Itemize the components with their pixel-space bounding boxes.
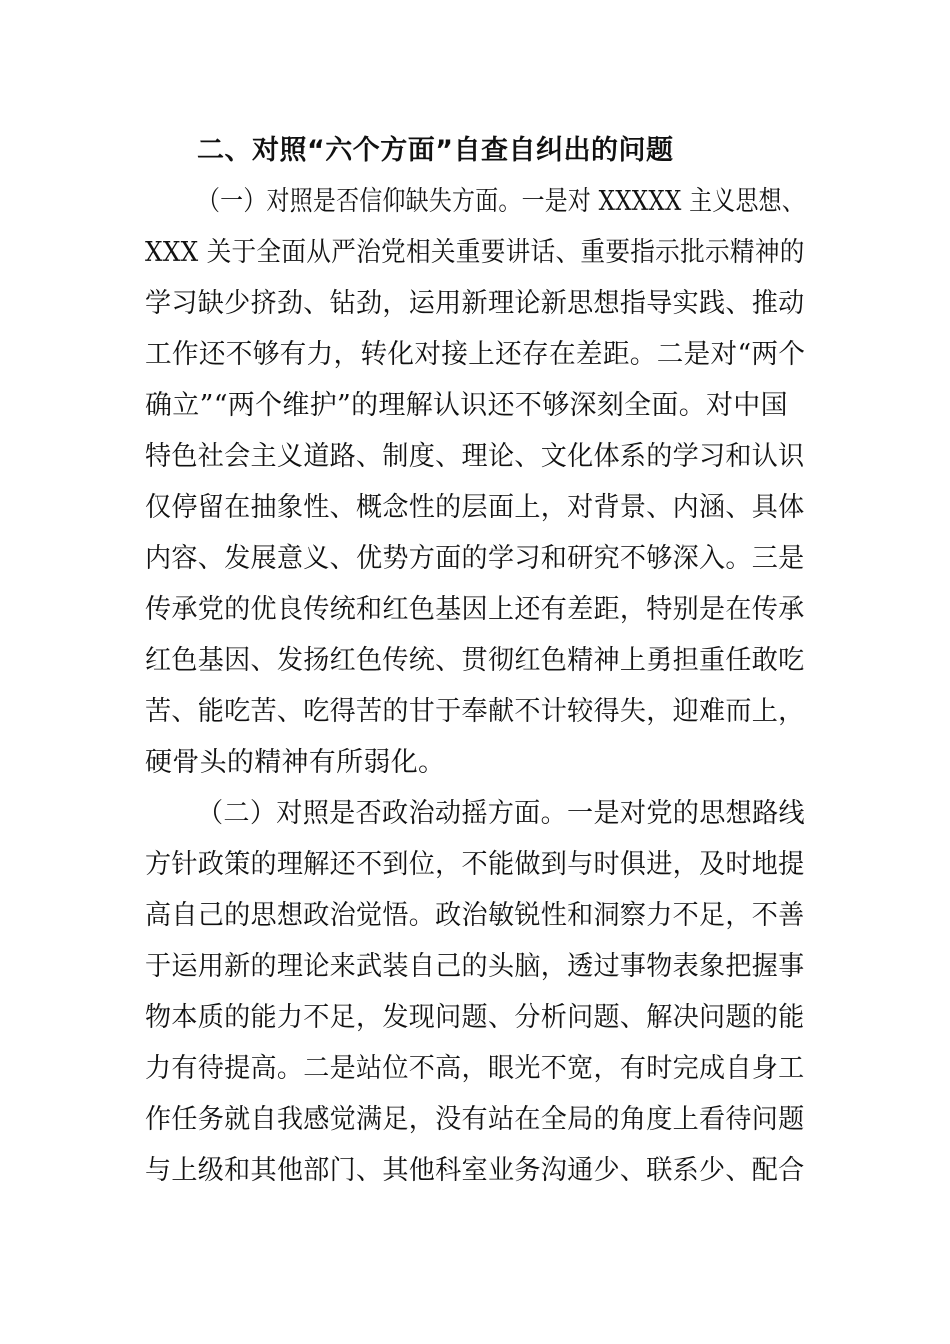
paragraph-line: 力有待提高。二是站位不高，眼光不宽，有时完成自身工	[145, 1053, 805, 1084]
paragraph-line: 于运用新的理论来武装自己的头脑，透过事物表象把握事	[145, 951, 805, 982]
paragraph-line: XXX 关于全面从严治党相关重要讲话、重要指示批示精神的	[145, 237, 805, 268]
paragraph-line: 物本质的能力不足，发现问题、分析问题、解决问题的能	[145, 1002, 805, 1033]
paragraph-line: 红色基因、发扬红色传统、贯彻红色精神上勇担重任敢吃	[145, 645, 805, 676]
paragraph-line: 仅停留在抽象性、概念性的层面上，对背景、内涵、具体	[145, 492, 805, 523]
paragraph-line: 内容、发展意义、优势方面的学习和研究不够深入。三是	[145, 543, 805, 574]
paragraph-line: 传承党的优良传统和红色基因上还有差距，特别是在传承	[145, 594, 805, 625]
paragraph-line: 作任务就自我感觉满足，没有站在全局的角度上看待问题	[145, 1104, 805, 1135]
paragraph-line: 方针政策的理解还不到位，不能做到与时俱进，及时地提	[145, 849, 805, 880]
section-heading: 二、对照“六个方面”自查自纠出的问题	[197, 135, 674, 166]
paragraph-line: 特色社会主义道路、制度、理论、文化体系的学习和认识	[145, 441, 805, 472]
paragraph-line: 学习缺少挤劲、钻劲，运用新理论新思想指导实践、推动	[145, 288, 805, 319]
paragraph-line: 工作还不够有力，转化对接上还存在差距。二是对“两个	[145, 339, 806, 370]
paragraph-line: 高自己的思想政治觉悟。政治敏锐性和洞察力不足，不善	[145, 900, 805, 931]
paragraph-line: 确立”“两个维护”的理解认识还不够深刻全面。对中国	[145, 390, 788, 421]
paragraph-line: 与上级和其他部门、其他科室业务沟通少、联系少、配合	[145, 1155, 805, 1186]
paragraph-line: （一）对照是否信仰缺失方面。一是对 XXXXX 主义思想、	[197, 186, 806, 217]
paragraph-line: 硬骨头的精神有所弱化。	[145, 747, 446, 778]
paragraph-line: 苦、能吃苦、吃得苦的甘于奉献不计较得失，迎难而上，	[145, 696, 805, 727]
paragraph-line: （二）对照是否政治动摇方面。一是对党的思想路线	[197, 798, 805, 829]
